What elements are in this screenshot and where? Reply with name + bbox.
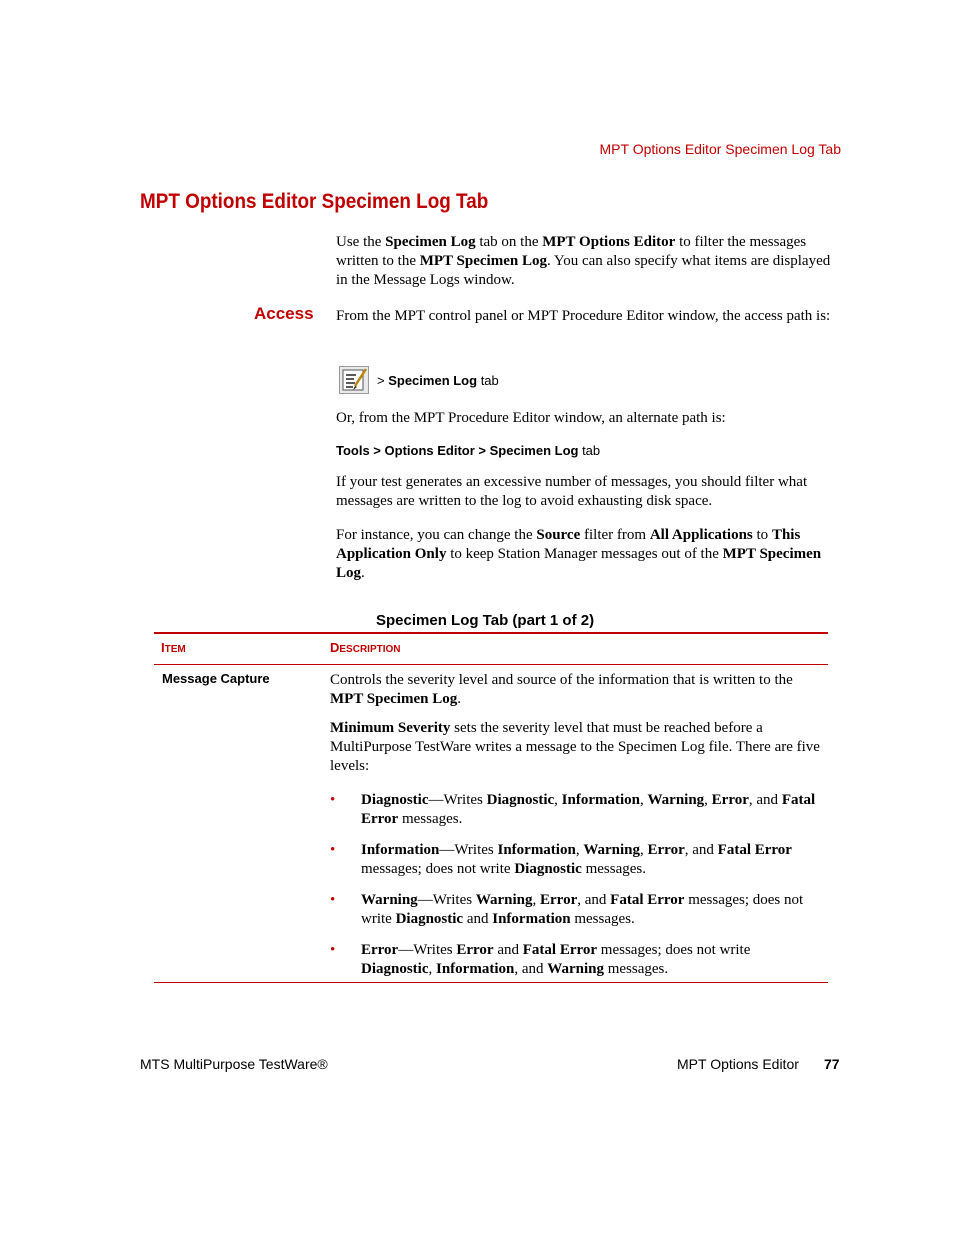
column-header-item: ITEM <box>161 640 186 655</box>
access-paragraph: From the MPT control panel or MPT Procedure Editor window, the access path is: <box>336 308 831 324</box>
footer-left: MTS MultiPurpose TestWare® <box>140 1056 328 1072</box>
table-header-rule <box>154 664 828 665</box>
bullet-marker: • <box>330 842 336 858</box>
table-row-item: Message Capture <box>162 671 270 686</box>
alternate-path: Tools > Options Editor > Specimen Log tab <box>336 443 601 458</box>
filter-paragraph: If your test generates an excessive number of messages, you should filter what messages are written to the log to avoid exhausting disk space. <box>336 474 808 509</box>
description-paragraph: Minimum Severity sets the severity level that must be reached before a MultiPurpose TestWare writes a message to the Specimen Log file. There are five levels: <box>330 720 820 774</box>
bullet-marker: • <box>330 792 336 808</box>
list-item: • Error—Writes Error and Fatal Error messages; does not write Diagnostic, Information, and Warning messages. <box>330 942 751 977</box>
bullet-marker: • <box>330 892 336 908</box>
table-top-rule <box>154 632 828 634</box>
options-editor-icon <box>339 366 369 394</box>
instance-paragraph: For instance, you can change the Source filter from All Applications to This Application Only to keep Station Manager messages out of the MPT Specimen Log. <box>336 527 822 581</box>
table-caption: Specimen Log Tab (part 1 of 2) <box>376 612 595 629</box>
bullet-marker: • <box>330 942 336 958</box>
running-header: MPT Options Editor Specimen Log Tab <box>599 141 841 157</box>
page-number: 77 <box>824 1056 840 1072</box>
alternate-path-intro: Or, from the MPT Procedure Editor window, an alternate path is: <box>336 410 726 426</box>
list-item: • Warning—Writes Warning, Error, and Fatal Error messages; does not write Diagnostic and Information messages. <box>330 892 804 927</box>
column-header-description: DESCRIPTION <box>330 640 401 655</box>
description-paragraph: Controls the severity level and source of the information that is written to the MPT Specimen Log. <box>330 672 793 707</box>
access-heading: Access <box>254 304 314 323</box>
table-row-description <box>330 671 820 991</box>
footer-section: MPT Options Editor <box>677 1056 799 1072</box>
table-bottom-rule <box>154 982 828 983</box>
page-title: MPT Options Editor Specimen Log Tab <box>140 190 489 213</box>
access-path: > Specimen Log tab <box>377 373 499 388</box>
list-item: • Information—Writes Information, Warning, Error, and Fatal Error messages; does not write Diagnostic messages. <box>330 842 792 877</box>
list-item: • Diagnostic—Writes Diagnostic, Information, Warning, Error, and Fatal Error messages. <box>330 792 816 827</box>
severity-list <box>330 791 820 979</box>
intro-paragraph: Use the Specimen Log tab on the MPT Options Editor to filter the messages written to the MPT Specimen Log. You can also specify what items are displayed in the Message Logs window. <box>336 234 831 288</box>
